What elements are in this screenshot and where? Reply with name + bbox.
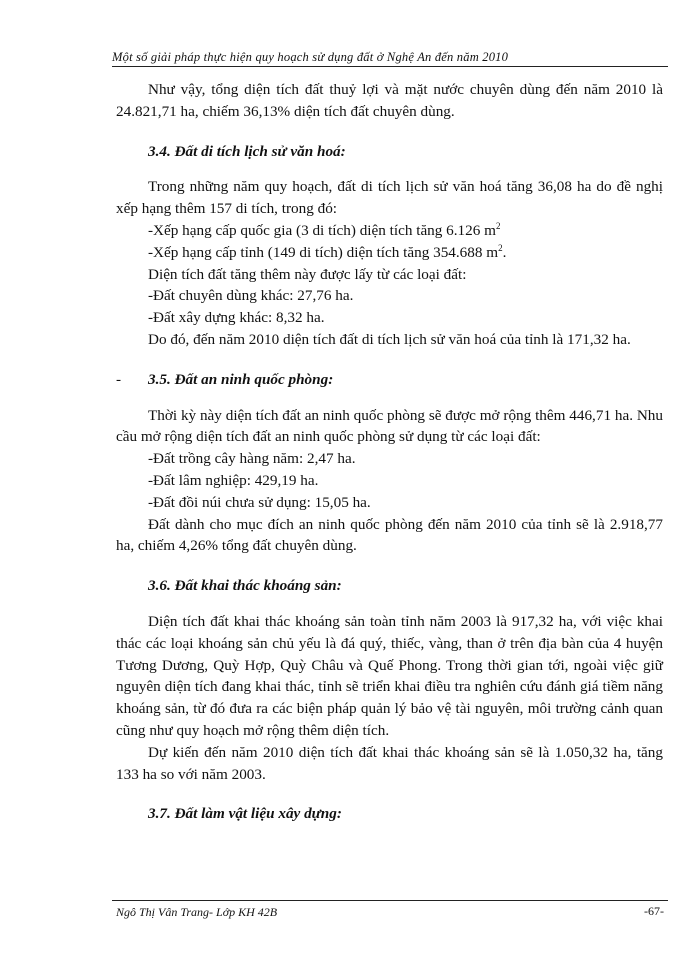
bullet-item: -Đất đồi núi chưa sử dụng: 15,05 ha.	[148, 493, 371, 511]
bullet-item: -Đất trồng cây hàng năm: 2,47 ha.	[148, 450, 356, 468]
paragraph: Đất dành cho mục đích an ninh quốc phòng đến năm 2010 của tỉnh sẽ là 2.918,77 ha, chiếm 4,26% tổng đất chuyên dùng.	[116, 515, 663, 555]
paragraph: Diện tích đất tăng thêm này được lấy từ các loại đất:	[148, 265, 467, 283]
paragraph: Diện tích đất khai thác khoáng sản toàn tỉnh năm 2003 là 917,32 ha, với việc khai thác các loại khoáng sản chủ yếu là đá quý, thiếc, vàng, than ở trên địa bàn của 4 huyện Tương Dương, Quỳ Hợp, Quỳ Châu và Quế Phong. Trong thời gian tới, ngoài việc giữ nguyên diện tích đang khai thác, tỉnh sẽ triển khai điều tra nghiên cứu đánh giá tiềm năng khoáng sản, từ đó đưa ra các biện pháp quản lý bảo vệ tài nguyên, môi trường cảnh quan cũng như quy hoạch mở rộng thêm diện tích.	[116, 612, 663, 739]
list-marker: -	[116, 370, 122, 388]
section-heading-row	[116, 369, 663, 391]
paragraph: Như vậy, tổng diện tích đất thuỷ lợi và mặt nước chuyên dùng đến năm 2010 là 24.821,71 ha, chiếm 36,13% diện tích đất chuyên dùng.	[116, 81, 663, 120]
footer-author: Ngô Thị Vân Trang- Lớp KH 42B	[116, 905, 278, 919]
bullet-item: -Đất lâm nghiệp: 429,19 ha.	[148, 471, 319, 489]
bullet-item: -Đất xây dựng khác: 8,32 ha.	[148, 309, 325, 327]
section-heading-3-5: 3.5. Đất an ninh quốc phòng:	[148, 370, 334, 388]
bullet-text: -Xếp hạng cấp tỉnh (149 di tích) diện tích tăng 354.688 m	[148, 243, 499, 261]
paragraph: Do đó, đến năm 2010 diện tích đất di tích lịch sử văn hoá của tỉnh là 171,32 ha.	[148, 330, 631, 348]
paragraph: Thời kỳ này diện tích đất an ninh quốc phòng sẽ được mở rộng thêm 446,71 ha. Nhu cầu mở rộng diện tích đất an ninh quốc phòng sử dụng từ các loại đất:	[116, 406, 663, 446]
page-header	[112, 50, 668, 67]
page-number: -67-	[644, 904, 664, 918]
section-heading-3-6: 3.6. Đất khai thác khoáng sản:	[148, 577, 342, 595]
superscript: 2	[495, 220, 501, 231]
page-body	[116, 79, 663, 825]
page-footer	[112, 900, 668, 919]
paragraph: Dự kiến đến năm 2010 diện tích đất khai thác khoáng sản sẽ là 1.050,32 ha, tăng 133 ha so với năm 2003.	[116, 743, 663, 783]
header-title: Một số giải pháp thực hiện quy hoạch sử dụng đất ở Nghệ An đến năm 2010	[112, 50, 509, 64]
section-heading-3-7: 3.7. Đất làm vật liệu xây dựng:	[148, 805, 342, 823]
bullet-item	[116, 220, 663, 242]
bullet-item: -Đất chuyên dùng khác: 27,76 ha.	[148, 287, 354, 305]
superscript: 2	[498, 242, 503, 253]
section-heading-3-4: 3.4. Đất di tích lịch sử văn hoá:	[148, 142, 346, 160]
bullet-item: -Xếp hạng cấp tỉnh (149 di tích) diện tích tăng 354.688 $m^2$.	[148, 242, 507, 261]
paragraph: Trong những năm quy hoạch, đất di tích lịch sử văn hoá tăng 36,08 ha do đề nghị xếp hạng thêm 157 di tích, trong đó:	[116, 178, 663, 218]
bullet-text: -Xếp hạng cấp quốc gia (3 di tích) diện tích tăng 6.126 m	[148, 221, 496, 239]
